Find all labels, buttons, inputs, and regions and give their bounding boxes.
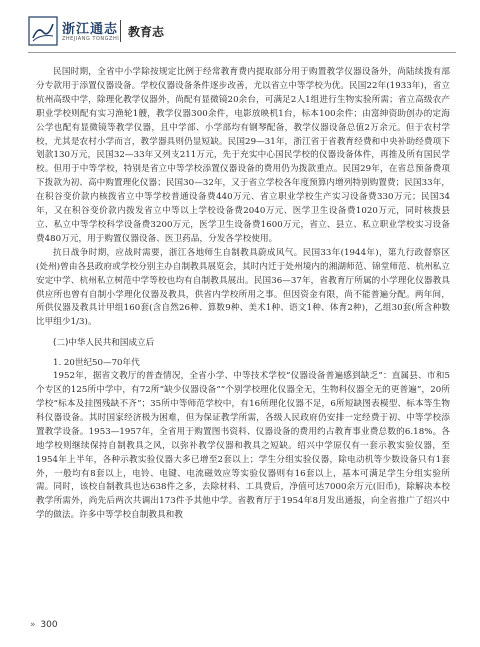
page-content (36, 66, 450, 523)
paragraph: 1952年，据省文教厅的普查情况，全省小学、中等技术学校“仪器设备普遍感到缺乏”：直属县、市和5个专区的125所中学中，有72所“缺少仪器设备”“个别学校理化仪器全无，生物科仪器全无的更普遍”，20所学校“标本及挂图残缺不齐”；35所中等师范学校中，有16所理化仪器不足，6所短缺图表模型、标本等生物科仪器设备。其时国家经济极为困难，但为保证教学所需，各级人民政府仍安排一定经费于初、中等学校添置教学设备。1953—1957年，全省用于购置图书资料、仪器设备的费用约占教育事业费总数的6.18%。各地学校则继续保持自制教具之风，以弥补教学仪器和教具之短缺。绍兴中学原仅有一套示教实验仪器，至1954年上半年，各种示教实验仪器大多已增至2套以上；学生分组实验仪器，除电动机等少数设备只有1套外，一般均有8套以上，电铃、电键、电流磁效应等实验仪器则有16套以上，基本可满足学生分组实验所需。同时，该校自制教具也达638件之多，去除材料、工具费后，净值可达7000余万元(旧币)，除解决本校教学所需外，尚先后两次共调出173件予其他中学。省教育厅于1954年8月发出通报，向全省推广了绍兴中学的做法。许多中等学校自制教具和教 (36, 371, 450, 521)
section-title: 教育志 (128, 25, 165, 39)
zhejiang-logo-icon (28, 16, 58, 46)
subsection-heading: 1. 20世纪50—70年代 (53, 358, 140, 369)
logo-text: 浙江通志 (62, 22, 119, 37)
header-separator (120, 20, 121, 42)
header-rule (28, 52, 456, 53)
logo-subtext: ZHEJIANG TONGZHI (62, 36, 120, 42)
paragraph: 抗日战争时期，应战时需要，浙江各地师生自制教具蔚成风气。民国33年(1944年)，第九行政督察区(处州)曾由各县政府或学校分别主办自制教具展览会，其时内迁于处州境内的湘湖师范、锦堂师范、杭州私立安定中学、杭州私立树范中学等校也均有自制教具展出。民国36—37年，省教育厅所属的小学理化仪器教具供应所也曾有自制小学理化仪器及教具，供省内学校所用之事。但因资金有限，尚不能普遍分配。两年间，所供仪器及教具计甲组160套(含自然26种、算数9种、美术1种、语文1种、体育2种)，乙组30套(所含种数比甲组少1/3)。 (36, 247, 450, 328)
page-arrow-icon: » (30, 620, 36, 630)
paragraph: 民国时期，全省中小学除按规定比例于经常教育费内提取部分用于购置教学仪器设备外，尚陆续拨有部分专款用于添置仪器设备。学校仪器设备条件逐步改善，尤以省立中等学校为优。民国22年(1933年)，省立杭州高级中学，除理化教学仪器外，尚配有显微镜20余台，可满足2人1组进行生物实验所需；省立高级农产职业学校则配有实习渔轮1艘，教学仪器300余件，电影放映机1台，标本100余件；由富绅资助创办的定海公学也配有显微镜等教学仪器，且中学部、小学部均有钢琴配备，教学仪器设备总值2万余元。但于农村学校，尤其是农村小学而言，教学器具则仍显短缺。民国29—31年，浙江省于省教育经费和中央补助经费项下划款130万元，民国32—33年又列支211万元，先于充实中心国民学校的仪器设备体件，再推及所有国民学校。但用于中等学校，特别是省立中等学校添置仪器设备的费用仍为拨款重点。民国29年，在省总预备费项下拨款为初、高中购置理化仪器；民国30—32年，又于省立学校各年度预算内增列特别购置费；民国33年，在积谷变价款内核拨省立中等学校普通设备费440万元、省立职业学校生产实习设备费330万元；民国34年，又在积谷变价款内拨发省立中等以上学校设备费2040万元、医学卫生设备费1020万元，同时核拨县立、私立中等学校科学设备费3200万元，医学卫生设备费1600万元，省立、县立、私立职业学校实习设备费480万元，用于购置仪器设备、医卫药品，分发各学校使用。 (36, 67, 450, 244)
page-number: 300 (40, 620, 58, 630)
section-heading: (二)中华人民共和国成立后 (53, 338, 155, 349)
page-header (28, 14, 456, 50)
page-footer (30, 620, 58, 630)
